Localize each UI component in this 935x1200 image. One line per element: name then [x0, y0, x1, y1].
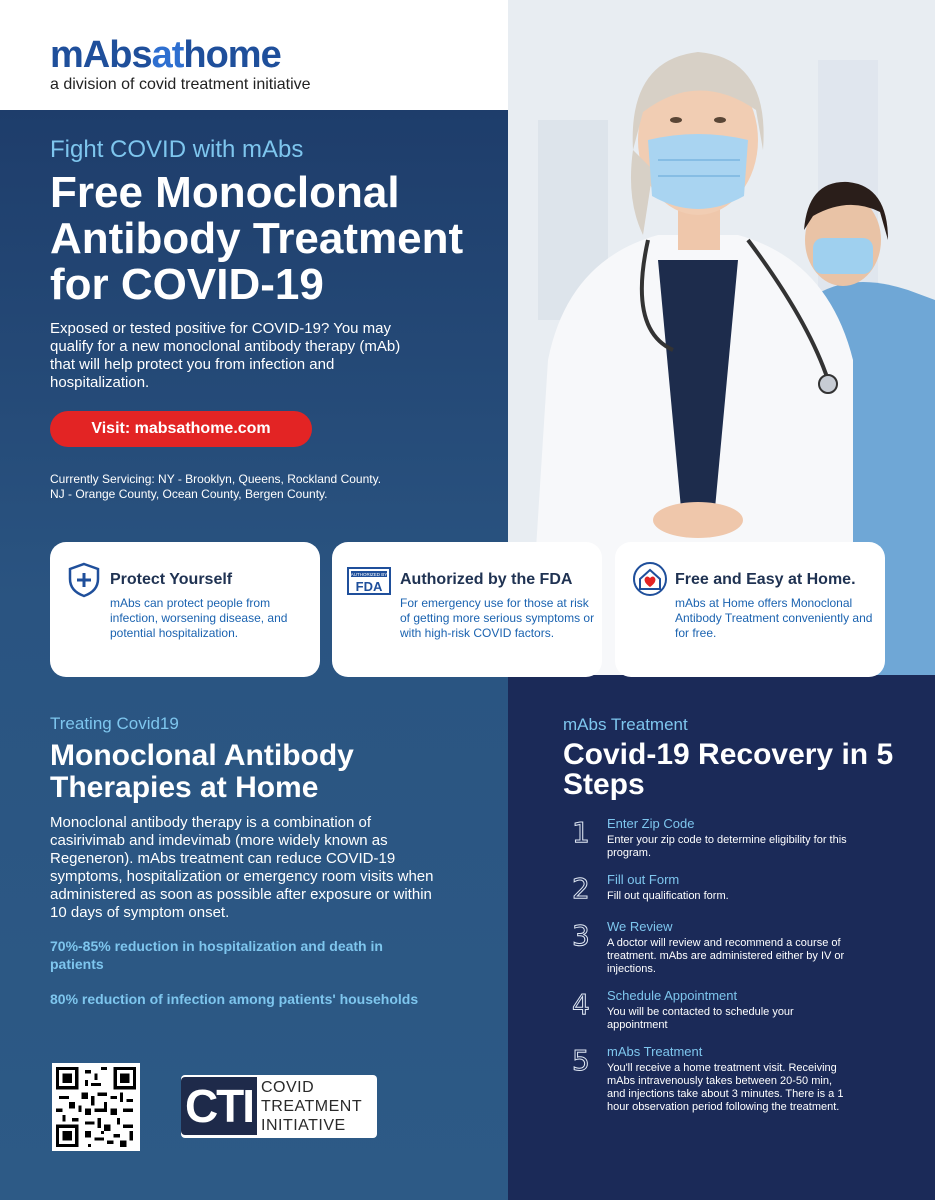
stat-household-infection: 80% reduction of infection among patients' households	[50, 991, 419, 1007]
step-text: Enter your zip code to determine eligibility for this program.	[607, 834, 847, 859]
card-title: Protect Yourself	[110, 571, 233, 588]
card-text: mAbs at Home offers Monoclonal Antibody Treatment conveniently and for free.	[675, 596, 873, 640]
steps-eyebrow: mAbs Treatment	[563, 715, 688, 734]
step-text: You'll receive a home treatment visit. Receiving mAbs intravenously takes between 20-50 min, and injections take about 3 minutes. There is a 1 hour observation period following the treatment.	[607, 1062, 844, 1113]
treating-title: Monoclonal Antibody Therapies at Home	[50, 739, 354, 804]
mabsathome-logo	[50, 36, 311, 94]
hero-body: Exposed or tested positive for COVID-19? You may qualify for a new monoclonal antibody therapy (mAb) that will help protect you from infection and hospitalization.	[50, 320, 401, 391]
card-text: For emergency use for those at risk of getting more serious symptoms or with high-risk COVID factors.	[400, 596, 595, 640]
stat-hospitalization: 70%-85% reduction in hospitalization and death in patients	[50, 938, 383, 972]
card-title: Free and Easy at Home.	[675, 571, 856, 588]
step-number: 3	[572, 919, 590, 952]
step-title: Fill out Form	[607, 872, 680, 887]
fda-badge-icon	[347, 567, 391, 600]
treating-eyebrow: Treating Covid19	[50, 714, 179, 733]
servicing-line-nj: NJ - Orange County, Ocean County, Bergen County.	[50, 487, 328, 501]
step-title: Enter Zip Code	[607, 816, 695, 831]
logo-tagline: a division of covid treatment initiative	[50, 76, 311, 93]
cti-logo	[181, 1075, 377, 1138]
qr-code[interactable]	[52, 1063, 140, 1151]
step-title: We Review	[607, 919, 673, 934]
step-text: You will be contacted to schedule your appointment	[607, 1006, 794, 1031]
logo-wordmark: mAbsathome	[50, 34, 281, 76]
step-title: Schedule Appointment	[607, 988, 738, 1003]
step-number: 2	[572, 872, 590, 905]
servicing-areas	[50, 472, 470, 502]
hero-title: Free Monoclonal Antibody Treatment for COVID-19	[50, 168, 464, 309]
fda-badge-top-text: AUTHORIZED BY	[350, 572, 388, 577]
cti-logo-text: COVID TREATMENT INITIATIVE	[261, 1079, 363, 1134]
visit-website-button[interactable]: Visit: mabsathome.com	[50, 411, 312, 447]
card-text: mAbs can protect people from infection, worsening disease, and potential hospitalization.	[110, 596, 288, 640]
step-number: 1	[572, 816, 590, 849]
step-text: A doctor will review and recommend a course of treatment. mAbs are administered either by IV or injections.	[607, 937, 845, 975]
shield-plus-icon	[67, 562, 101, 603]
card-free-at-home	[615, 542, 885, 677]
step-number: 5	[572, 1044, 590, 1077]
card-title: Authorized by the FDA	[400, 571, 573, 588]
steps-title: Covid-19 Recovery in 5 Steps	[563, 738, 894, 801]
step-number: 4	[572, 988, 590, 1021]
fda-badge-main-text: FDA	[355, 579, 383, 594]
cti-logo-mark: CTI	[181, 1077, 257, 1135]
card-fda-authorized	[332, 542, 602, 677]
servicing-line-ny: Currently Servicing: NY - Brooklyn, Queens, Rockland County.	[50, 472, 382, 486]
home-heart-icon	[632, 562, 668, 601]
hero-eyebrow: Fight COVID with mAbs	[50, 136, 304, 163]
step-title: mAbs Treatment	[607, 1044, 703, 1059]
treating-body: Monoclonal antibody therapy is a combination of casirivimab and imdevimab (more widely known as Regeneron). mAbs treatment can reduce COVID-19 symptoms, hospitalization or emergency room visits when administered as soon as possible after exposure or within 10 days of symptom onset.	[50, 814, 434, 921]
step-text: Fill out qualification form.	[607, 890, 729, 902]
card-protect-yourself	[50, 542, 320, 677]
